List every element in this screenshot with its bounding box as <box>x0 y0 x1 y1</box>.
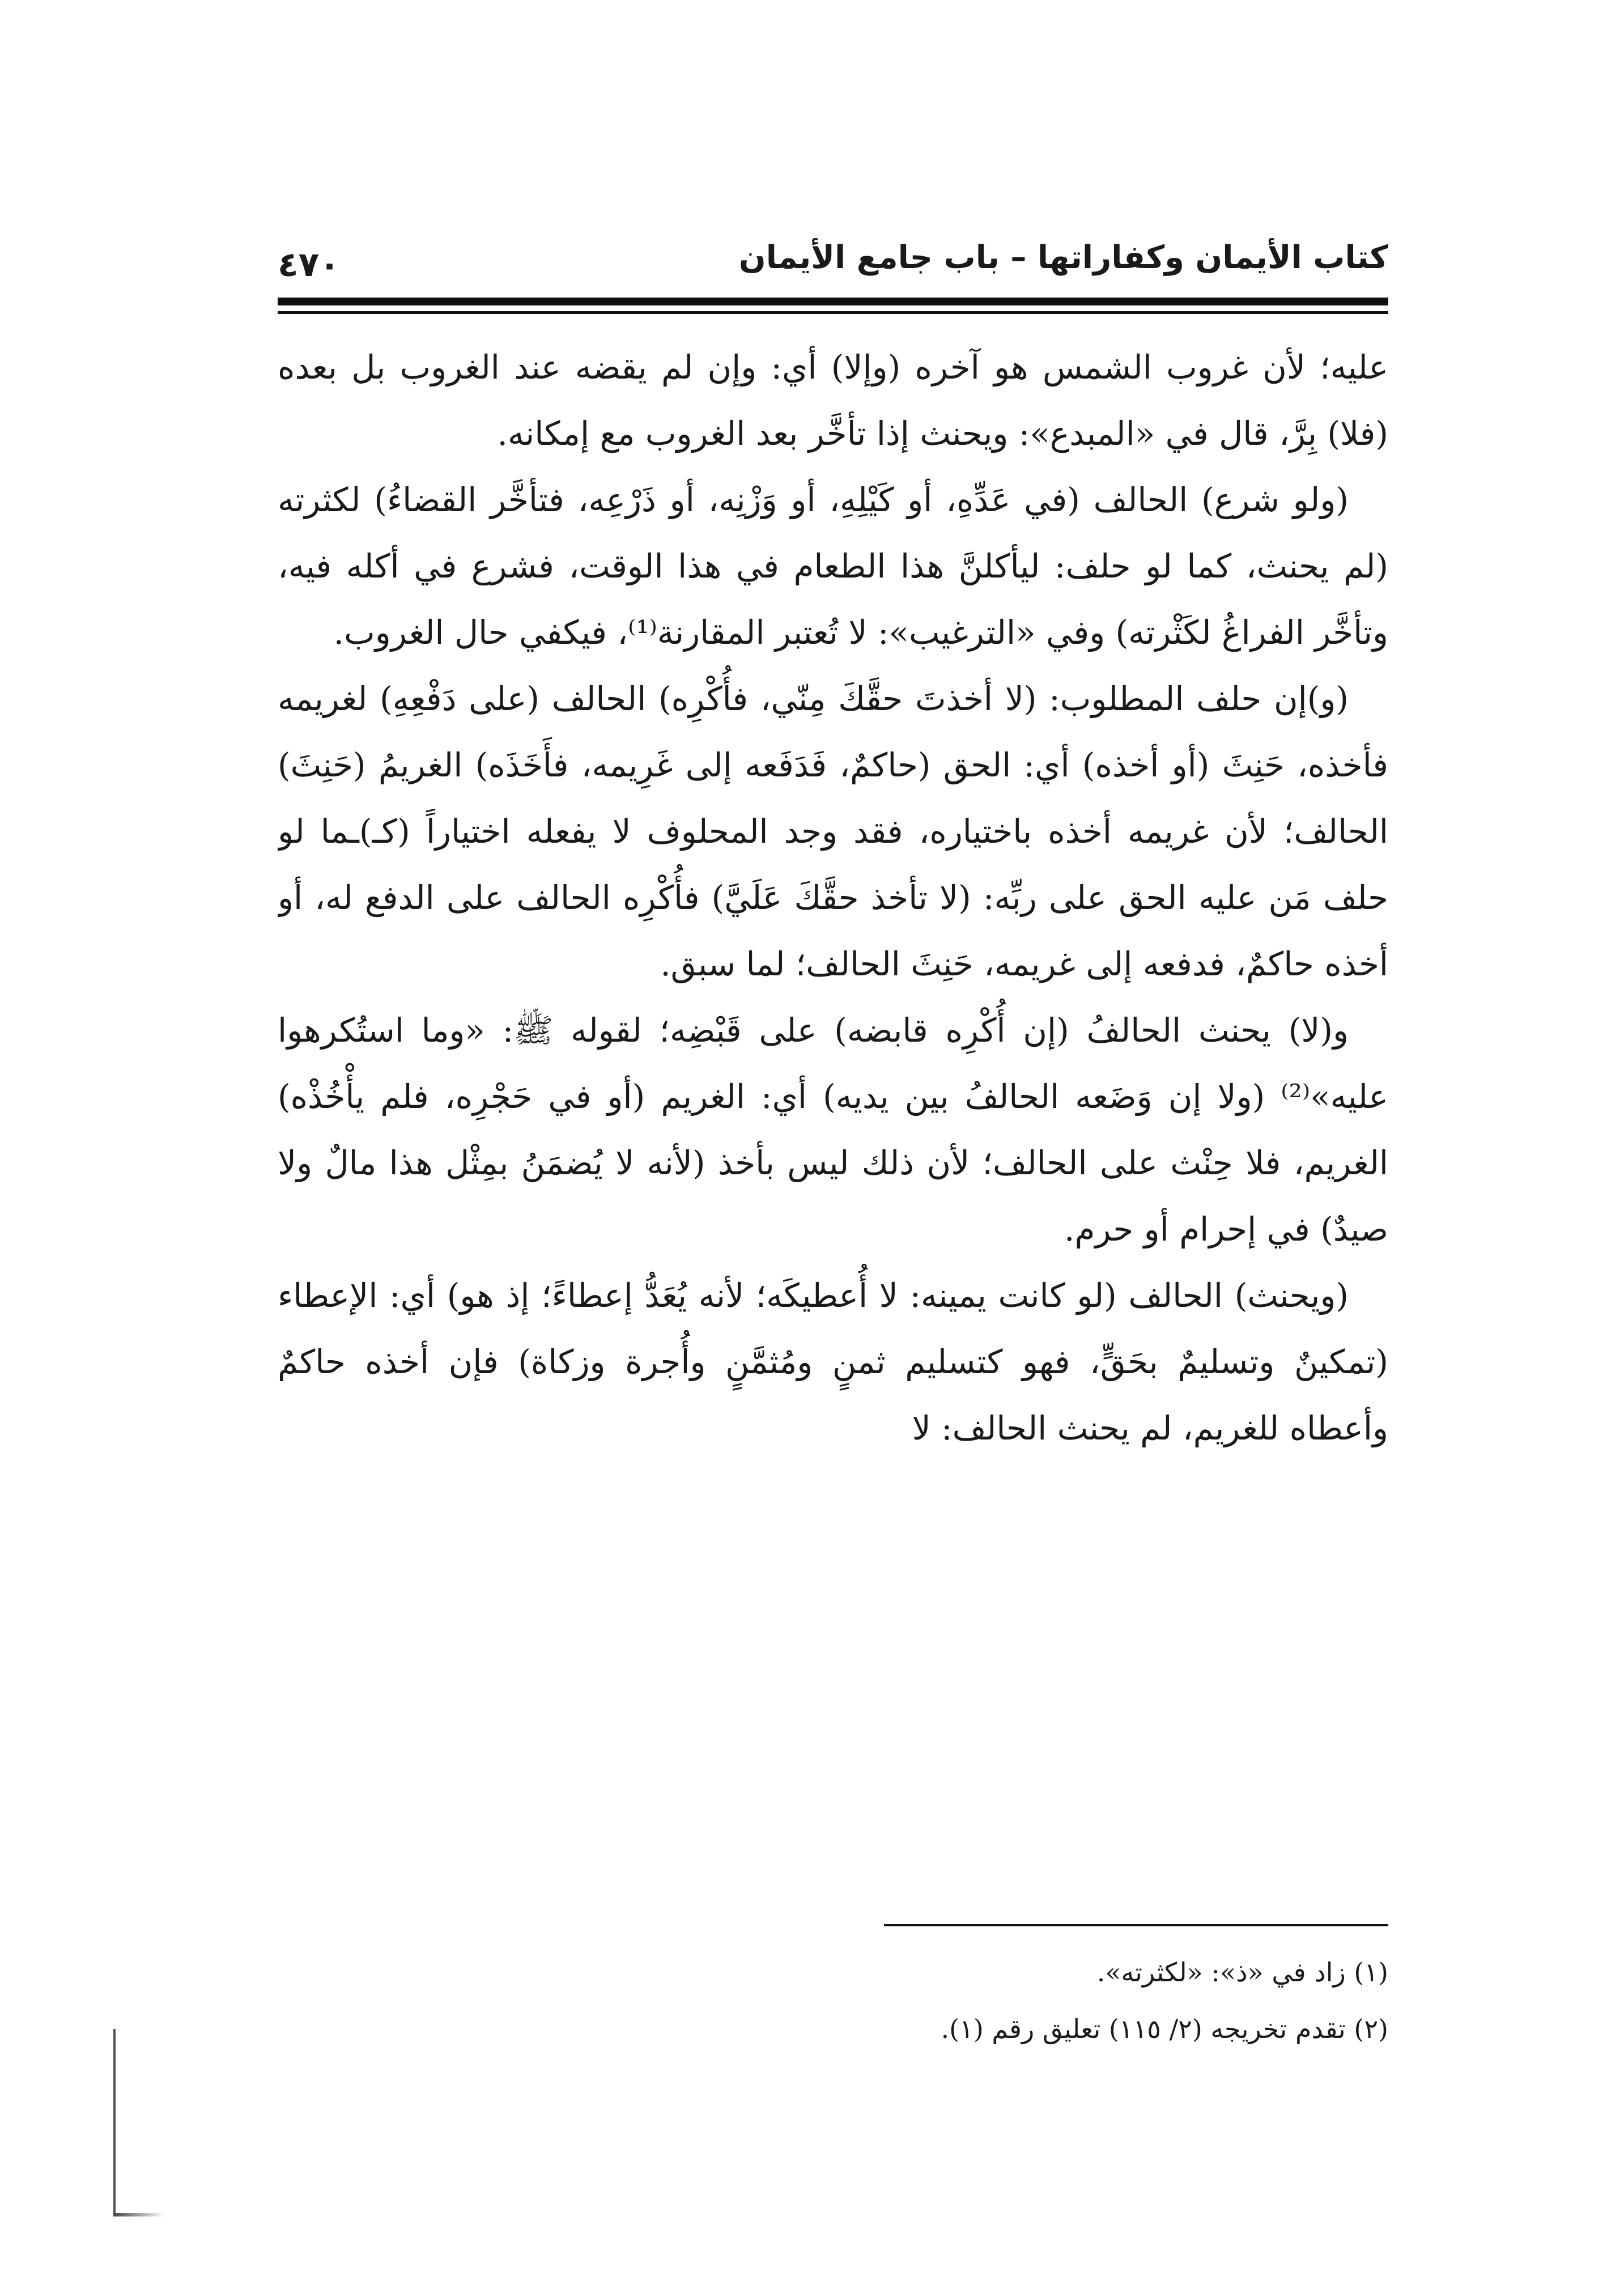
paragraph-2: (ولو شرع) الحالف (في عَدِّهِ، أو كَيْلِهِ، أو وَزْنِه، أو ذَرْعِه، فتأخَّر القضاءُ) لكثرته (لم يحنث، كما لو حلف: ليأكلنَّ هذا الطعام في هذا الوقت، فشرع في أكله فيه، وتأخَّر الفراغُ لكَثْرته) وفي «الترغيب»: لا تُعتبر المقارنة⁽¹⁾، فيكفي حال الغروب. <box>278 481 1388 652</box>
footnote-1: (١) زاد في «ذ»: «لكثرته». <box>1096 1957 1388 1988</box>
paragraph-5: (ويحنث) الحالف (لو كانت يمينه: لا أُعطيكَه؛ لأنه يُعَدُّ إعطاءً؛ إذ هو) أي: الإعطاء (تمكينٌ وتسليمٌ بحَقٍّ، فهو كتسليم ثمنٍ ومُثمَّنٍ وأُجرة وزكاة) فإن أخذه حاكمٌ وأعطاه للغريم، لم يحنث الحالف: لا <box>278 1276 1388 1447</box>
page-number: ٤٧٠ <box>278 245 340 284</box>
footnote-separator <box>884 1924 1388 1926</box>
page-header <box>278 224 1388 298</box>
scan-gutter-edge <box>113 2029 116 2216</box>
header-rule-thin <box>278 311 1388 314</box>
header-rule-thick <box>278 298 1388 305</box>
footnotes <box>278 1944 1388 2057</box>
paragraph-3: (و)إن حلف المطلوب: (لا أخذتَ حقَّكَ مِنّي، فأُكْرِه) الحالف (على دَفْعِهِ) لغريمه فأخذه، حَنِثَ (أو أخذه) أي: الحق (حاكمٌ، فَدَفَعه إلى غَرِيمه، فأَخَذَه) الغريمُ (حَنِثَ) الحالف؛ لأن غريمه أخذه باختياره، فقد وجد المحلوف لا يفعله اختياراً (كـ)ـما لو حلف مَن عليه الحق على ربِّه: (لا تأخذ حقَّكَ عَلَيَّ) فأُكْرِه الحالف على الدفع له، أو أخذه حاكمٌ، فدفعه إلى غريمه، حَنِثَ الحالف؛ لما سبق. <box>278 680 1388 983</box>
footnote-2: (٢) تقدم تخريجه (٢/ ١١٥) تعليق رقم (١). <box>941 2014 1388 2044</box>
paragraph-4: و(لا) يحنث الحالفُ (إن أُكْرِه قابضه) على قَبْضِه؛ لقوله ﷺ: «وما استُكرهوا عليه»⁽²⁾ (ولا إن وَضَعه الحالفُ بين يديه) أي: الغريم (أو في حَجْرِه، فلم يأْخُذْه) الغريم، فلا حِنْث على الحالف؛ لأن ذلك ليس بأخذ (لأنه لا يُضمَنُ بمِثْل هذا مالٌ ولا صيدٌ) في إحرام أو حرم. <box>278 1011 1388 1249</box>
paragraph-1: عليه؛ لأن غروب الشمس هو آخره (وإلا) أي: وإن لم يقضه عند الغروب بل بعده (فلا) بِرَّ، قال في «المبدع»: ويحنث إذا تأخَّر بعد الغروب مع إمكانه. <box>278 348 1388 453</box>
running-title: كتاب الأيمان وكفاراتها – باب جامع الأيمان <box>738 239 1388 276</box>
scan-gutter-corner <box>113 2213 164 2216</box>
main-text <box>278 334 1388 1887</box>
